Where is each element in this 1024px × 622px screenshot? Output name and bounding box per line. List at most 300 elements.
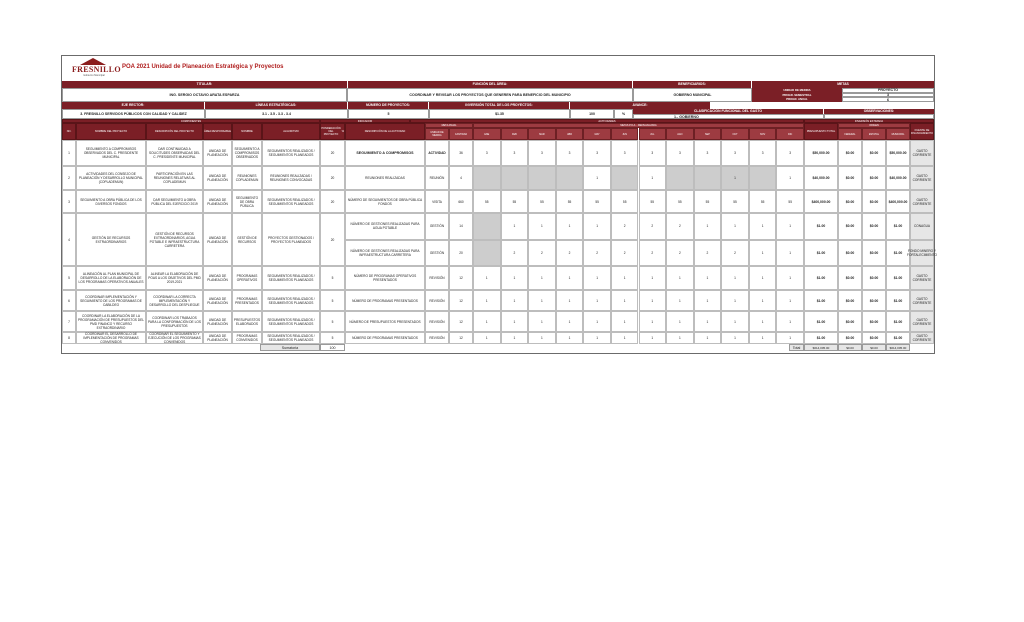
budget-federal: $0.00	[838, 240, 862, 267]
month-value-abr: 3	[556, 140, 584, 166]
activity-unit: REUNIÓN	[425, 166, 449, 190]
activity-unit: ACTIVIDAD	[425, 140, 449, 166]
indicator-name: SEGUIMIENTO DE OBRA PÚBLICA	[232, 190, 262, 213]
budget-total: $1.00	[804, 240, 838, 267]
month-value-may: 2	[583, 240, 611, 267]
avance-value: 100	[570, 109, 614, 119]
month-value-nov: 1	[749, 240, 777, 267]
month-value-oct: 1	[721, 290, 749, 311]
budget-total: $1.00	[804, 290, 838, 311]
indicator-name: REUNIONES COPLADEMUN	[232, 166, 262, 190]
activity-description: SEGUIMIENTO A COMPROMISOS	[345, 140, 425, 166]
area-responsable-header: ÁREA RESPONSABLE	[203, 123, 232, 140]
indicator-name: PROGRAMAS CONVENIDOS	[232, 332, 262, 344]
month-value-abr: 1	[556, 213, 584, 240]
month-header-feb: FEB	[501, 128, 529, 140]
month-value-abr: 1	[556, 332, 584, 344]
indicator-algorithm: SEGUIMIENTOS REALIZADOS / SEGUIMIENTOS PLANEADOS	[262, 290, 320, 311]
activity-unit: GESTIÓN	[425, 240, 449, 267]
month-value-ene: 1	[473, 290, 501, 311]
no-header: NO.	[62, 123, 76, 140]
descripcion-header: DESCRIPCIÓN DEL PROYECTO	[146, 123, 203, 140]
ponderacion-header: PONDERACIÓN DEL PROYECTO %	[320, 123, 345, 140]
month-header-dic: DIC	[776, 128, 804, 140]
inversion-value: $1.35	[429, 109, 570, 119]
month-value-sep: 1	[694, 213, 722, 240]
budget-estatal: $0.00	[862, 240, 886, 267]
activity-description: NÚMERO DE PROGRAMAS OPERATIVOS PRESENTADOS	[345, 266, 425, 290]
month-value-dic: 1	[776, 311, 804, 332]
row-number: 6	[62, 290, 76, 311]
month-header-ago: AGO	[666, 128, 694, 140]
month-value-may: 1	[583, 166, 611, 190]
cantidad-header: CANTIDAD	[449, 128, 473, 140]
month-value-ago: 55	[666, 190, 694, 213]
month-value-abr: 1	[556, 290, 584, 311]
funcion-value: COORDINAR Y REVISAR LOS PROYECTOS QUE GENEREN PARA BENEFICIO DEL MUNICIPIO	[347, 88, 633, 102]
project-description: COORDINAR EL SEGUIMIENTO Y EJECUCIÓN DE LOS PROGRAMAS CONVENIDOS	[146, 332, 203, 344]
descripcion-actividad-header: DESCRIPCIÓN DE LA ACTIVIDAD	[345, 123, 425, 140]
weighting-value: 5	[320, 332, 345, 344]
area-responsable: UNIDAD DE PLANEACIÓN	[203, 311, 232, 332]
funcion-label: FUNCIÓN DEL ÁREA:	[348, 81, 632, 88]
budget-total: $1.00	[804, 311, 838, 332]
funding-source: GASTO CORRIENTE	[910, 166, 934, 190]
month-value-jul: 55	[639, 190, 667, 213]
month-value-ago: 2	[666, 213, 694, 240]
month-value-ago: 2	[666, 240, 694, 267]
project-name: COORDINAR IMPLEMENTACIÓN Y SEGUIMIENTO DE LOS PROGRAMAS DE CABILDEO	[76, 290, 146, 311]
poa-sheet	[61, 55, 935, 354]
activity-description: NÚMERO DE PROGRAMAS PRESENTADOS	[345, 290, 425, 311]
row-number: 7	[62, 311, 76, 332]
clasificacion-label: CLASIFICACIÓN FUNCIONAL DEL GASTO	[633, 109, 823, 114]
componentes-header: COMPONENTES	[62, 119, 320, 123]
project-description: DAR SEGUIMIENTO A OBRA PÚBLICA DEL EJERCICIO 2019	[146, 190, 203, 213]
month-value-jun: 1	[611, 290, 639, 311]
budget-federal: $0.00	[838, 332, 862, 344]
month-value-jun	[611, 166, 639, 190]
activity-quantity: 12	[449, 332, 473, 344]
unidad-medida-header: UNIDAD DE MEDIDA	[425, 128, 449, 140]
month-value-mar: 1	[528, 213, 556, 240]
sumatoria-label: Sumatoria	[260, 344, 320, 351]
month-value-dic: 1	[776, 240, 804, 267]
num-proyectos-value: 5	[348, 109, 429, 119]
month-value-jul: 3	[639, 140, 667, 166]
indicator-algorithm: SEGUIMIENTOS REALIZADOS / SEGUIMIENTOS PLANEADOS	[262, 332, 320, 344]
budget-municipal: $40,000.00	[886, 166, 910, 190]
month-value-nov: 1	[749, 332, 777, 344]
month-value-ene: 1	[473, 332, 501, 344]
budget-municipal: $1.00	[886, 266, 910, 290]
sumatoria-value: 100	[320, 344, 345, 351]
titular-value: ING. SERGIO OCTAVIO ARATA ESPARZA	[62, 88, 347, 102]
month-value-may: 1	[583, 332, 611, 344]
lineas-label: LÍNEAS ESTRATÉGICAS:	[205, 102, 347, 109]
month-value-jun: 1	[611, 332, 639, 344]
area-responsable: UNIDAD DE PLANEACIÓN	[203, 190, 232, 213]
month-header-mar: MAR	[528, 128, 556, 140]
month-value-dic: 1	[776, 166, 804, 190]
row-number: 5	[62, 266, 76, 290]
budget-estatal: $0.00	[862, 140, 886, 166]
project-name: COORDINAR LA ELABORACIÓN DE LA PROGRAMACIÓN DE PRESUPUESTOS DEL PMD FINANCO Y RECURSO EXTRAORDINARIO	[76, 311, 146, 332]
month-value-mar: 1	[528, 332, 556, 344]
month-value-ago: 3	[666, 140, 694, 166]
month-value-oct: 1	[721, 213, 749, 240]
progr-anual-value: 6	[842, 97, 934, 102]
budget-total: $1.00	[804, 213, 838, 240]
month-value-oct: 1	[721, 166, 749, 190]
month-value-may: 3	[583, 140, 611, 166]
month-value-jul: 1	[639, 311, 667, 332]
month-value-jul: 2	[639, 240, 667, 267]
month-value-sep: 1	[694, 266, 722, 290]
month-value-jun: 2	[611, 213, 639, 240]
budget-estatal: $0.00	[862, 213, 886, 240]
month-value-ene	[473, 240, 501, 267]
month-value-jun: 55	[611, 190, 639, 213]
month-value-oct: 3	[721, 140, 749, 166]
budget-federal: $0.00	[838, 166, 862, 190]
month-value-ago: 1	[666, 332, 694, 344]
project-name: GESTIÓN DE RECURSOS EXTRAORDINARIOS	[76, 213, 146, 266]
month-value-jul: 1	[639, 332, 667, 344]
presupuesto-total-header: PRESUPUESTO TOTAL	[804, 123, 838, 140]
month-value-jun: 1	[611, 266, 639, 290]
budget-municipal: $400,000.00	[886, 190, 910, 213]
municipal-total: $614,005.00	[886, 344, 910, 351]
month-value-mar: 2	[528, 240, 556, 267]
budget-estatal: $0.00	[862, 290, 886, 311]
budget-total: $40,000.00	[804, 166, 838, 190]
month-value-may: 1	[583, 290, 611, 311]
month-value-nov: 55	[749, 190, 777, 213]
funding-source: GASTO CORRIENTE	[910, 140, 934, 166]
month-header-sep: SEP	[694, 128, 722, 140]
month-value-may: 1	[583, 213, 611, 240]
observaciones-label: OBSERVACIONES:	[824, 109, 934, 114]
month-value-nov: 1	[749, 266, 777, 290]
budget-municipal: $1.00	[886, 213, 910, 240]
total-value: $614,005.00	[804, 344, 838, 351]
month-value-feb: 1	[501, 311, 529, 332]
month-value-abr: 2	[556, 240, 584, 267]
estatal-total: $0.00	[862, 344, 886, 351]
lineas-value: 3.1 - 3.5 - 3.3 - 3.4	[205, 109, 348, 119]
month-value-jul: 1	[639, 266, 667, 290]
month-header-ene: ENE	[473, 128, 501, 140]
month-value-mar: 3	[528, 140, 556, 166]
month-value-ago: 1	[666, 290, 694, 311]
month-value-ago: 1	[666, 266, 694, 290]
month-value-nov: 3	[749, 140, 777, 166]
activity-unit: REVISIÓN	[425, 290, 449, 311]
month-value-may: 1	[583, 266, 611, 290]
num-proyectos-label: NÚMERO DE PROYECTOS:	[348, 102, 428, 109]
budget-municipal: $1.00	[886, 332, 910, 344]
inversion-label: INVERSIÓN TOTAL DE LOS PROYECTOS:	[429, 102, 569, 109]
budget-federal: $0.00	[838, 140, 862, 166]
activity-unit: REVISIÓN	[425, 266, 449, 290]
clasificacion-value: 1.- GOBIERNO	[633, 114, 824, 119]
month-value-feb: 3	[501, 140, 529, 166]
row-number: 4	[62, 213, 76, 266]
month-value-oct: 1	[721, 332, 749, 344]
beneficiarios-value: GOBIERNO MUNICIPAL	[633, 88, 752, 102]
total-label: Total	[789, 344, 804, 351]
area-responsable: UNIDAD DE PLANEACIÓN	[203, 213, 232, 266]
month-header-jun: JUN	[611, 128, 639, 140]
weighting-value: 5	[320, 290, 345, 311]
row-number: 8	[62, 332, 76, 344]
algoritmo-header: ALGORITMO	[262, 123, 320, 140]
month-value-sep: 2	[694, 240, 722, 267]
estatal-header: ESTATAL	[862, 128, 886, 140]
month-value-nov	[749, 166, 777, 190]
month-value-oct: 55	[721, 190, 749, 213]
activity-quantity: 660	[449, 190, 473, 213]
ind-nombre-header: NOMBRE	[232, 123, 262, 140]
activity-unit: REVISIÓN	[425, 311, 449, 332]
month-value-mar: 1	[528, 311, 556, 332]
indicator-name: GESTIÓN DE RECURSOS	[232, 213, 262, 266]
month-value-oct: 1	[721, 311, 749, 332]
indicator-algorithm: REUNIONES REALIZADAS / REUNIONES CONVOCADAS	[262, 166, 320, 190]
month-value-ene	[473, 213, 501, 240]
month-value-sep: 1	[694, 290, 722, 311]
budget-federal: $0.00	[838, 213, 862, 240]
project-description: PARTICIPACIÓN EN LAS REUNIONES RELATIVAS AL COPLADEMUN	[146, 166, 203, 190]
municipal-header: MUNICIPAL	[886, 128, 910, 140]
month-value-may: 55	[583, 190, 611, 213]
funding-source: GASTO CORRIENTE	[910, 190, 934, 213]
progr-semestral-value: 3	[842, 93, 934, 98]
budget-total: $400,000.00	[804, 190, 838, 213]
eje-label: EJE RECTOR:	[62, 102, 204, 109]
month-value-ene: 1	[473, 266, 501, 290]
area-responsable: UNIDAD DE PLANEACIÓN	[203, 140, 232, 166]
month-value-jun: 3	[611, 140, 639, 166]
budget-estatal: $0.00	[862, 311, 886, 332]
row-number: 3	[62, 190, 76, 213]
month-value-jun: 2	[611, 240, 639, 267]
funding-source: GASTO CORRIENTE	[910, 290, 934, 311]
month-value-dic: 55	[776, 190, 804, 213]
activity-description: NÚMERO DE SEGUIMIENTOS DE OBRA PÚBLICA FONDOS	[345, 190, 425, 213]
budget-estatal: $0.00	[862, 266, 886, 290]
month-header-abr: ABR	[556, 128, 584, 140]
project-name: SEGUIMIENTO A COMPROMISOS OBSERVADOS DEL C. PRESIDENTE MUNICIPAL	[76, 140, 146, 166]
row-number: 2	[62, 166, 76, 190]
month-value-mar: 55	[528, 190, 556, 213]
month-value-feb: 1	[501, 290, 529, 311]
page-title: POA 2021 Unidad de Planeación Estratégica y Proyectos	[122, 64, 284, 70]
month-value-jun: 1	[611, 311, 639, 332]
weighting-value: 20	[320, 140, 345, 166]
avance-label: AVANCE:	[570, 102, 710, 109]
indicator-name: PRESUPUESTOS ELABORADOS	[232, 311, 262, 332]
month-value-dic: 1	[776, 213, 804, 240]
month-value-feb: 1	[501, 266, 529, 290]
month-value-feb: 55	[501, 190, 529, 213]
activity-unit: GESTIÓN	[425, 213, 449, 240]
unidad-medida-value: PROYECTO	[842, 88, 934, 93]
funding-source: FONDO MINERO Y FORTALECIMIENTO	[910, 240, 934, 267]
area-responsable: UNIDAD DE PLANEACIÓN	[203, 290, 232, 311]
budget-estatal: $0.00	[862, 166, 886, 190]
activity-description: NÚMERO DE PROGRAMAS PRESENTADOS	[345, 332, 425, 344]
weighting-value: 20	[320, 213, 345, 266]
activity-unit: VISITA	[425, 190, 449, 213]
month-value-may: 1	[583, 311, 611, 332]
month-value-dic: 3	[776, 140, 804, 166]
funding-source: GASTO CORRIENTE	[910, 311, 934, 332]
weighting-value: 20	[320, 190, 345, 213]
month-value-mar: 1	[528, 290, 556, 311]
month-header-nov: NOV	[749, 128, 777, 140]
indicator-algorithm: PROYECTOS GESTIONADOS / PROYECTOS PLANEADOS	[262, 213, 320, 266]
budget-estatal: $0.00	[862, 190, 886, 213]
indicator-algorithm: SEGUIMIENTOS REALIZADOS / SEGUIMIENTOS PLANEADOS	[262, 266, 320, 290]
month-header-oct: OCT	[721, 128, 749, 140]
federal-header: FEDERAL	[838, 128, 862, 140]
activity-quantity: 12	[449, 311, 473, 332]
month-value-ene	[473, 166, 501, 190]
project-description: COORDINAR LA CORRECTA IMPLEMENTACIÓN Y DESARROLLO DEL DESPLIEGUE	[146, 290, 203, 311]
beneficiarios-label: BENEFICIARIOS:	[633, 81, 751, 88]
budget-municipal: $1.00	[886, 311, 910, 332]
month-value-feb	[501, 166, 529, 190]
month-value-dic: 1	[776, 290, 804, 311]
activity-quantity: 20	[449, 240, 473, 267]
project-name: ACTIVIDADES DEL CONSEJO DE PLANEACIÓN Y DESARROLLO MUNICIPAL (COPLADEMUN)	[76, 166, 146, 190]
project-description: COORDINAR LOS TRABAJOS PARA LA CONFORMACIÓN DE LOS PRESUPUESTOS	[146, 311, 203, 332]
titular-label: TITULAR:	[62, 81, 347, 88]
inversion-estimada-header: INVERSIÓN ESTIMADA	[804, 119, 934, 123]
activity-quantity: 36	[449, 140, 473, 166]
funding-source: GASTO CORRIENTE	[910, 266, 934, 290]
budget-total: $1.00	[804, 332, 838, 344]
eje-value: 3. FRESNILLO SERVIDOS PÚBLICOS CON CALIDAD Y CALIDEZ	[62, 109, 205, 119]
month-header-jul: JUL	[639, 128, 667, 140]
logo-word: FRESNILLO	[72, 65, 121, 74]
budget-total: $50,000.00	[804, 140, 838, 166]
activity-quantity: 4	[449, 166, 473, 190]
metas-mensual-header: METAS P.O.A. - MENSUALIZADA	[473, 123, 804, 128]
month-value-ene: 55	[473, 190, 501, 213]
activity-description: NÚMERO DE GESTIONES REALIZADAS PARA INFRAESTRUCTURA CARRETERA	[345, 240, 425, 267]
month-value-oct: 1	[721, 266, 749, 290]
logo-roof-icon	[80, 58, 106, 65]
weighting-value: 5	[320, 311, 345, 332]
month-value-oct: 2	[721, 240, 749, 267]
activity-description: NÚMERO DE GESTIONES REALIZADAS PARA AGUA POTABLE	[345, 213, 425, 240]
budget-federal: $0.00	[838, 290, 862, 311]
activity-quantity: 12	[449, 290, 473, 311]
month-value-mar: 1	[528, 266, 556, 290]
month-value-sep	[694, 166, 722, 190]
funding-source: GASTO CORRIENTE	[910, 332, 934, 344]
month-value-abr	[556, 166, 584, 190]
avance-unit: %	[614, 109, 633, 119]
unidad-medida-label: UNIDAD DE MEDIDA	[752, 88, 842, 93]
month-value-nov: 1	[749, 311, 777, 332]
weighting-value: 20	[320, 166, 345, 190]
month-value-ene: 3	[473, 140, 501, 166]
indicator-algorithm: SEGUIMIENTOS REALIZADOS / SEGUIMIENTOS PLANEADOS	[262, 190, 320, 213]
month-value-sep: 1	[694, 332, 722, 344]
month-value-abr: 1	[556, 266, 584, 290]
indicator-algorithm: SEGUIMIENTOS REALIZADOS / SEGUIMIENTOS PLANEADOS	[262, 311, 320, 332]
row-number: 1	[62, 140, 76, 166]
meta-anual-header: META ANUAL	[425, 123, 473, 128]
project-name: ALINEACIÓN AL PLAN MUNICIPAL DE DESARROLLO DE LA ELABORACIÓN DE LOS PROGRAMAS OPERATIVOS ANUALES	[76, 266, 146, 290]
indicator-name: PROGRAMAS OPERATIVOS	[232, 266, 262, 290]
project-name: COORDINAR EL DESARROLLO DE IMPLEMENTACIÓN DE PROGRAMAS CONVENIDOS	[76, 332, 146, 344]
month-value-nov: 1	[749, 213, 777, 240]
budget-federal: $0.00	[838, 190, 862, 213]
month-value-dic: 1	[776, 332, 804, 344]
indicador-header: INDICADOR	[320, 119, 410, 123]
progr-anual-label: PROGR. ANUAL	[752, 97, 842, 102]
activity-description: REUNIONES REALIZADAS	[345, 166, 425, 190]
month-value-sep: 1	[694, 311, 722, 332]
area-responsable: UNIDAD DE PLANEACIÓN	[203, 166, 232, 190]
month-value-mar	[528, 166, 556, 190]
month-value-jul: 1	[639, 290, 667, 311]
progr-semestral-label: PROGR. SEMESTRAL	[752, 93, 842, 98]
month-value-jul: 2	[639, 213, 667, 240]
indicator-name: PROGRAMAS PRESENTADOS	[232, 290, 262, 311]
project-description: DAR CONTINUIDAD A SOLICITUDES OBSERVADAS DEL C. PRESIDENTE MUNICIPAL	[146, 140, 203, 166]
month-value-ene: 1	[473, 311, 501, 332]
federal-total: $0.00	[838, 344, 862, 351]
activity-description: NÚMERO DE PRESUPUESTOS PRESENTADOS	[345, 311, 425, 332]
month-value-ago: 1	[666, 311, 694, 332]
month-value-abr: 1	[556, 311, 584, 332]
budget-estatal: $0.00	[862, 332, 886, 344]
project-description: GESTIÓN DE RECURSOS EXTRAORDINARIOS, AGUA POTABLE E INFRAESTRUCTURA CARRETERA	[146, 213, 203, 266]
fresnillo-logo	[72, 58, 121, 78]
month-value-nov: 1	[749, 290, 777, 311]
funding-source: CONAGUA	[910, 213, 934, 240]
budget-municipal: $50,000.00	[886, 140, 910, 166]
indicator-name: SEGUIMIENTO A COMPROMISOS OBSERVADOS	[232, 140, 262, 166]
nombre-proyecto-header: NOMBRE DEL PROYECTO	[76, 123, 146, 140]
month-value-dic: 1	[776, 266, 804, 290]
month-value-abr: 55	[556, 190, 584, 213]
actividades-header: ACTIVIDADES	[410, 119, 804, 123]
budget-municipal: $1.00	[886, 240, 910, 267]
activity-quantity: 12	[449, 266, 473, 290]
sheet-header	[62, 56, 934, 80]
month-value-feb: 1	[501, 213, 529, 240]
budget-federal: $0.00	[838, 311, 862, 332]
month-header-may: MAY	[583, 128, 611, 140]
month-value-feb: 1	[501, 332, 529, 344]
activity-quantity: 14	[449, 213, 473, 240]
project-description: ALINEAR LA ELABORACIÓN DE POAS A LOS OBJETIVOS DEL PMD 2019-2021	[146, 266, 203, 290]
weighting-value: 5	[320, 266, 345, 290]
month-value-feb: 2	[501, 240, 529, 267]
budget-municipal: $1.00	[886, 290, 910, 311]
activity-unit: REVISIÓN	[425, 332, 449, 344]
budget-federal: $0.00	[838, 266, 862, 290]
area-responsable: UNIDAD DE PLANEACIÓN	[203, 266, 232, 290]
month-value-jul: 1	[639, 166, 667, 190]
